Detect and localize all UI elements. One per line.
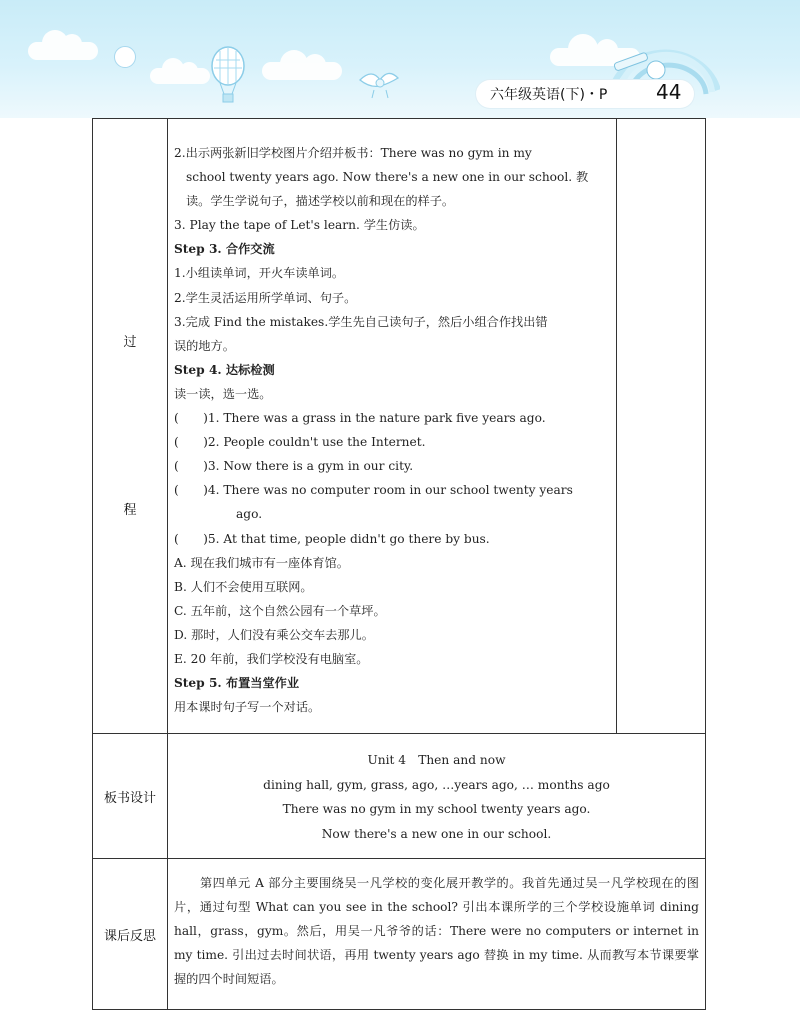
process-line: Step 3. 合作交流 [174, 242, 275, 257]
process-line: ( )5. At that time, people didn't go there by bus. [174, 531, 490, 546]
process-line: 2.学生灵活运用所学单词、句子。 [174, 290, 357, 305]
cloud-decoration [150, 68, 210, 84]
board-design-content [168, 734, 705, 846]
process-label-cell [93, 119, 168, 734]
sun-icon [114, 46, 136, 68]
process-line: Step 5. 布置当堂作业 [174, 676, 300, 691]
process-line: Step 4. 达标检测 [174, 362, 275, 377]
hot-air-balloon-icon [206, 46, 250, 106]
reflection-content [168, 859, 705, 991]
process-line: ( )4. There was no computer room in our school twenty years [174, 483, 573, 498]
process-line: 误的地方。 [174, 338, 235, 353]
lesson-plan-table [92, 118, 706, 1010]
process-line: 3. Play the tape of Let's learn. 学生仿读。 [174, 218, 425, 233]
process-line: ago. [236, 507, 263, 522]
process-line: ( )3. Now there is a gym in our city. [174, 459, 414, 474]
process-line: school twenty years ago. Now there's a new one in our school. 教 [186, 170, 589, 185]
board-line: There was no gym in my school twenty years ago. [282, 802, 591, 816]
process-line: D. 那时，人们没有乘公交车去那儿。 [174, 627, 374, 642]
process-content [168, 119, 616, 719]
process-line: ( )1. There was a grass in the nature park five years ago. [174, 411, 546, 426]
book-title: 六年级英语(下)・P [490, 87, 608, 103]
process-line: 用本课时句子写一个对话。 [174, 700, 321, 715]
process-line: 读一读，选一选。 [174, 386, 272, 401]
process-line: 1.小组读单词，开火车读单词。 [174, 266, 345, 281]
process-line: C. 五年前，这个自然公园有一个草坪。 [174, 603, 386, 618]
process-line: A. 现在我们城市有一座体育馆。 [174, 555, 349, 570]
process-content-cell [168, 119, 617, 734]
process-line: 3.完成 Find the mistakes.学生先自己读句子，然后小组合作找出错 [174, 314, 548, 329]
process-line: ( )2. People couldn't use the Internet. [174, 435, 426, 450]
board-line: dining hall, gym, grass, ago, …years ago, … months ago [263, 777, 610, 792]
board-design-content-cell [168, 734, 706, 859]
board-design-label: 板书设计 [103, 790, 156, 806]
process-line: E. 20 年前，我们学校没有电脑室。 [174, 651, 369, 666]
bird-icon [358, 66, 400, 100]
reflection-text: 第四单元 A 部分主要围绕吴一凡学校的变化展开教学的。我首先通过吴一凡学校现在的图片，通过句型 What can you see in the school? 引出本课所学的三个学校设施单词 dining hall，grass，gym。然后，用吴一凡爷爷的话：There were no computers or internet in my time. 引出过去时间状语，再用 twenty years ago 替换 in my time. 从而教写本节课要掌握的四个时间短语。 [174, 876, 699, 986]
process-line: 2.出示两张新旧学校图片介绍并板书：There was no gym in my [174, 146, 532, 160]
reflection-label-cell [93, 859, 168, 1010]
process-line: 读。学生学说句子，描述学校以前和现在的样子。 [186, 194, 455, 209]
process-row [93, 119, 706, 734]
reflection-row [93, 859, 706, 1010]
process-label-bottom: 程 [123, 503, 137, 518]
cloud-decoration [262, 62, 342, 80]
process-line: B. 人们不会使用互联网。 [174, 579, 313, 594]
board-design-label-cell [93, 734, 168, 859]
board-line: Now there's a new one in our school. [321, 826, 552, 841]
reflection-label: 课后反思 [103, 928, 156, 944]
cloud-decoration [28, 42, 98, 60]
board-design-row [93, 734, 706, 859]
process-label-top: 过 [123, 335, 137, 350]
reflection-content-cell [168, 859, 706, 1010]
process-notes-cell [617, 119, 706, 734]
page-number: 44 [656, 80, 682, 104]
board-line: Unit 4 Then and now [367, 753, 506, 767]
